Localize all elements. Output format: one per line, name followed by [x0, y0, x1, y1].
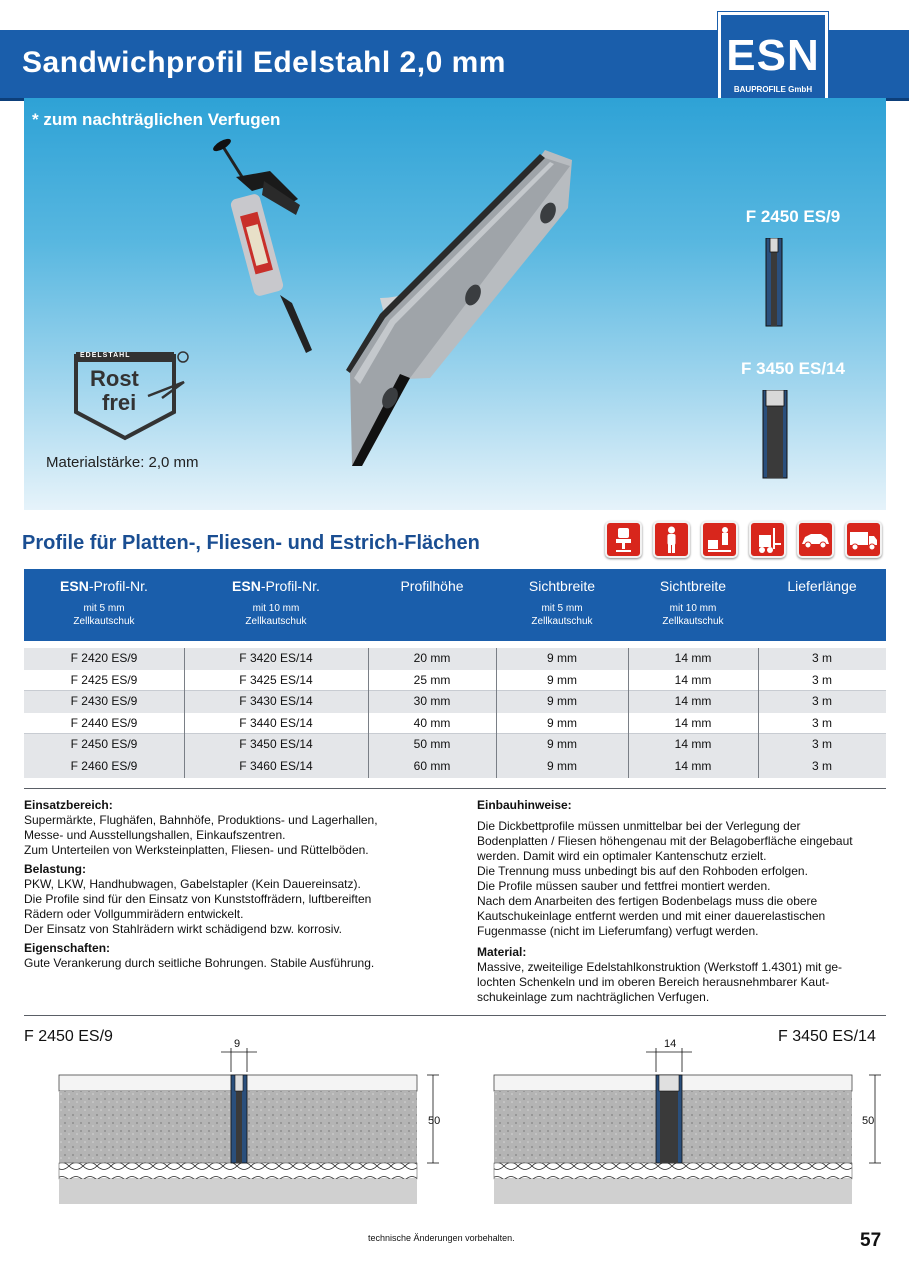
hero-subtitle: * zum nachträglichen Verfugen — [32, 110, 281, 129]
cross-section-drawing-left — [55, 1040, 465, 1210]
height-dimension-left: 50 — [428, 1115, 441, 1127]
rostfrei-line1: Rost — [90, 366, 139, 391]
table-row: F 2425 ES/9 F 3425 ES/14 25 mm 9 mm 14 mm 3 m — [24, 670, 886, 692]
table-row: F 2440 ES/9 F 3440 ES/14 40 mm 9 mm 14 mm 3 m — [24, 713, 886, 735]
side-profile-label-1: F 2450 ES/9 — [745, 207, 841, 226]
column-header: ESN-Profil-Nr. mit 5 mm Zellkautschuk — [60, 578, 148, 627]
drawing-label-right: F 3450 ES/14 — [778, 1028, 876, 1045]
width-dimension-left: 9 — [234, 1038, 241, 1050]
caulking-gun-icon — [200, 135, 330, 360]
profile-section-small-icon — [765, 238, 785, 328]
material-thickness: Materialstärke: 2,0 mm — [46, 454, 199, 471]
column-divider — [368, 648, 369, 778]
product-table — [24, 648, 886, 778]
drawing-label-left: F 2450 ES/9 — [24, 1028, 113, 1045]
table-bottom-rule — [24, 788, 886, 789]
column-divider — [628, 648, 629, 778]
width-dimension-right: 14 — [664, 1038, 677, 1050]
truck-icon — [845, 521, 882, 558]
logo-subtitle: BAUPROFILE GmbH — [733, 85, 813, 94]
right-notes: Einbauhinweise: Die Dickbettprofile müssen unmittelbar bei der Verlegung der Bodenplatten / Fliesen höhengenau mit der Belagoberfläche eingebaut werden. Damit wird ein optimaler Kantenschutz erzielt. Die Trennung muss unbedingt bis auf den Rohboden erfolgen. Die Profile müssen sauber und fettfrei montiert werden. Nach dem Anarbeiten des fertigen Bodenbelags muss die obere Kautschukeinlage entfernt werden und mit einer dauerelastischen Fugenmasse (nicht im Lieferumfang) verfugt werden. Material: Massive, zweiteilige Edelstahlkonstruktion (Werkstoff 1.4301) mit ge- lochten Schenkeln und im oberen Bereich herausnehmbarer Kaut- schukeinlage zum nachträglichen Verfugen. — [477, 798, 853, 1004]
column-divider — [758, 648, 759, 778]
side-profile-label-2: F 3450 ES/14 — [741, 359, 845, 378]
rostfrei-top: EDELSTAHL — [80, 352, 131, 359]
office-chair-icon — [605, 521, 642, 558]
table-row: F 2450 ES/9 F 3450 ES/14 50 mm 9 mm 14 mm 3 m — [24, 734, 886, 756]
table-row: F 2460 ES/9 F 3460 ES/14 60 mm 9 mm 14 mm 3 m — [24, 756, 886, 778]
forklift-icon — [749, 521, 786, 558]
column-header: Lieferlänge — [787, 578, 857, 594]
sandwich-profile-image — [340, 148, 580, 473]
logo-text: ESN — [726, 31, 820, 80]
page-title: Sandwichprofil Edelstahl 2,0 mm — [22, 46, 506, 79]
table-row: F 2430 ES/9 F 3430 ES/14 30 mm 9 mm 14 mm 3 m — [24, 691, 886, 713]
profile-section-large-icon — [762, 390, 790, 480]
height-dimension-right: 50 — [862, 1115, 875, 1127]
column-header: Sichtbreite mit 10 mm Zellkautschuk — [659, 578, 727, 627]
section-title: Profile für Platten-, Fliesen- und Estrich-Flächen — [22, 532, 480, 554]
column-divider — [496, 648, 497, 778]
hand-pallet-truck-icon — [701, 521, 738, 558]
footer-note: technische Änderungen vorbehalten. — [368, 1233, 515, 1243]
left-notes: Einsatzbereich: Supermärkte, Flughäfen, Bahnhöfe, Produktions- und Lagerhallen, Messe- und Ausstellungshallen, Einkaufszentren. Zum Unterteilen von Werksteinplatten, Fliesen- und Rüttelböden. Belastung: PKW, LKW, Handhubwagen, Gabelstapler (Kein Dauereinsatz). Die Profile sind für den Einsatz von Kunststoffrädern, luftbereiften Rädern oder Vollgummirädern entwickelt. Der Einsatz von Stahlrädern wirkt schädigend bzw. korrosiv. Eigenschaften: Gute Verankerung durch seitliche Bohrungen. Stabile Ausführung. — [24, 798, 378, 970]
pedestrian-icon — [653, 521, 690, 558]
column-header: Sichtbreite mit 5 mm Zellkautschuk — [528, 578, 596, 627]
page-number: 57 — [860, 1230, 882, 1251]
column-header: Profilhöhe — [400, 578, 464, 594]
table-row: F 2420 ES/9 F 3420 ES/14 20 mm 9 mm 14 mm 3 m — [24, 648, 886, 670]
table-header — [24, 569, 886, 641]
car-icon — [797, 521, 834, 558]
rostfrei-line2: frei — [102, 390, 137, 415]
cross-section-drawing-right — [490, 1040, 900, 1210]
section-rule — [24, 1015, 886, 1016]
column-header: ESN-Profil-Nr. mit 10 mm Zellkautschuk — [232, 578, 320, 627]
column-divider — [184, 648, 185, 778]
rostfrei-badge — [70, 350, 190, 442]
